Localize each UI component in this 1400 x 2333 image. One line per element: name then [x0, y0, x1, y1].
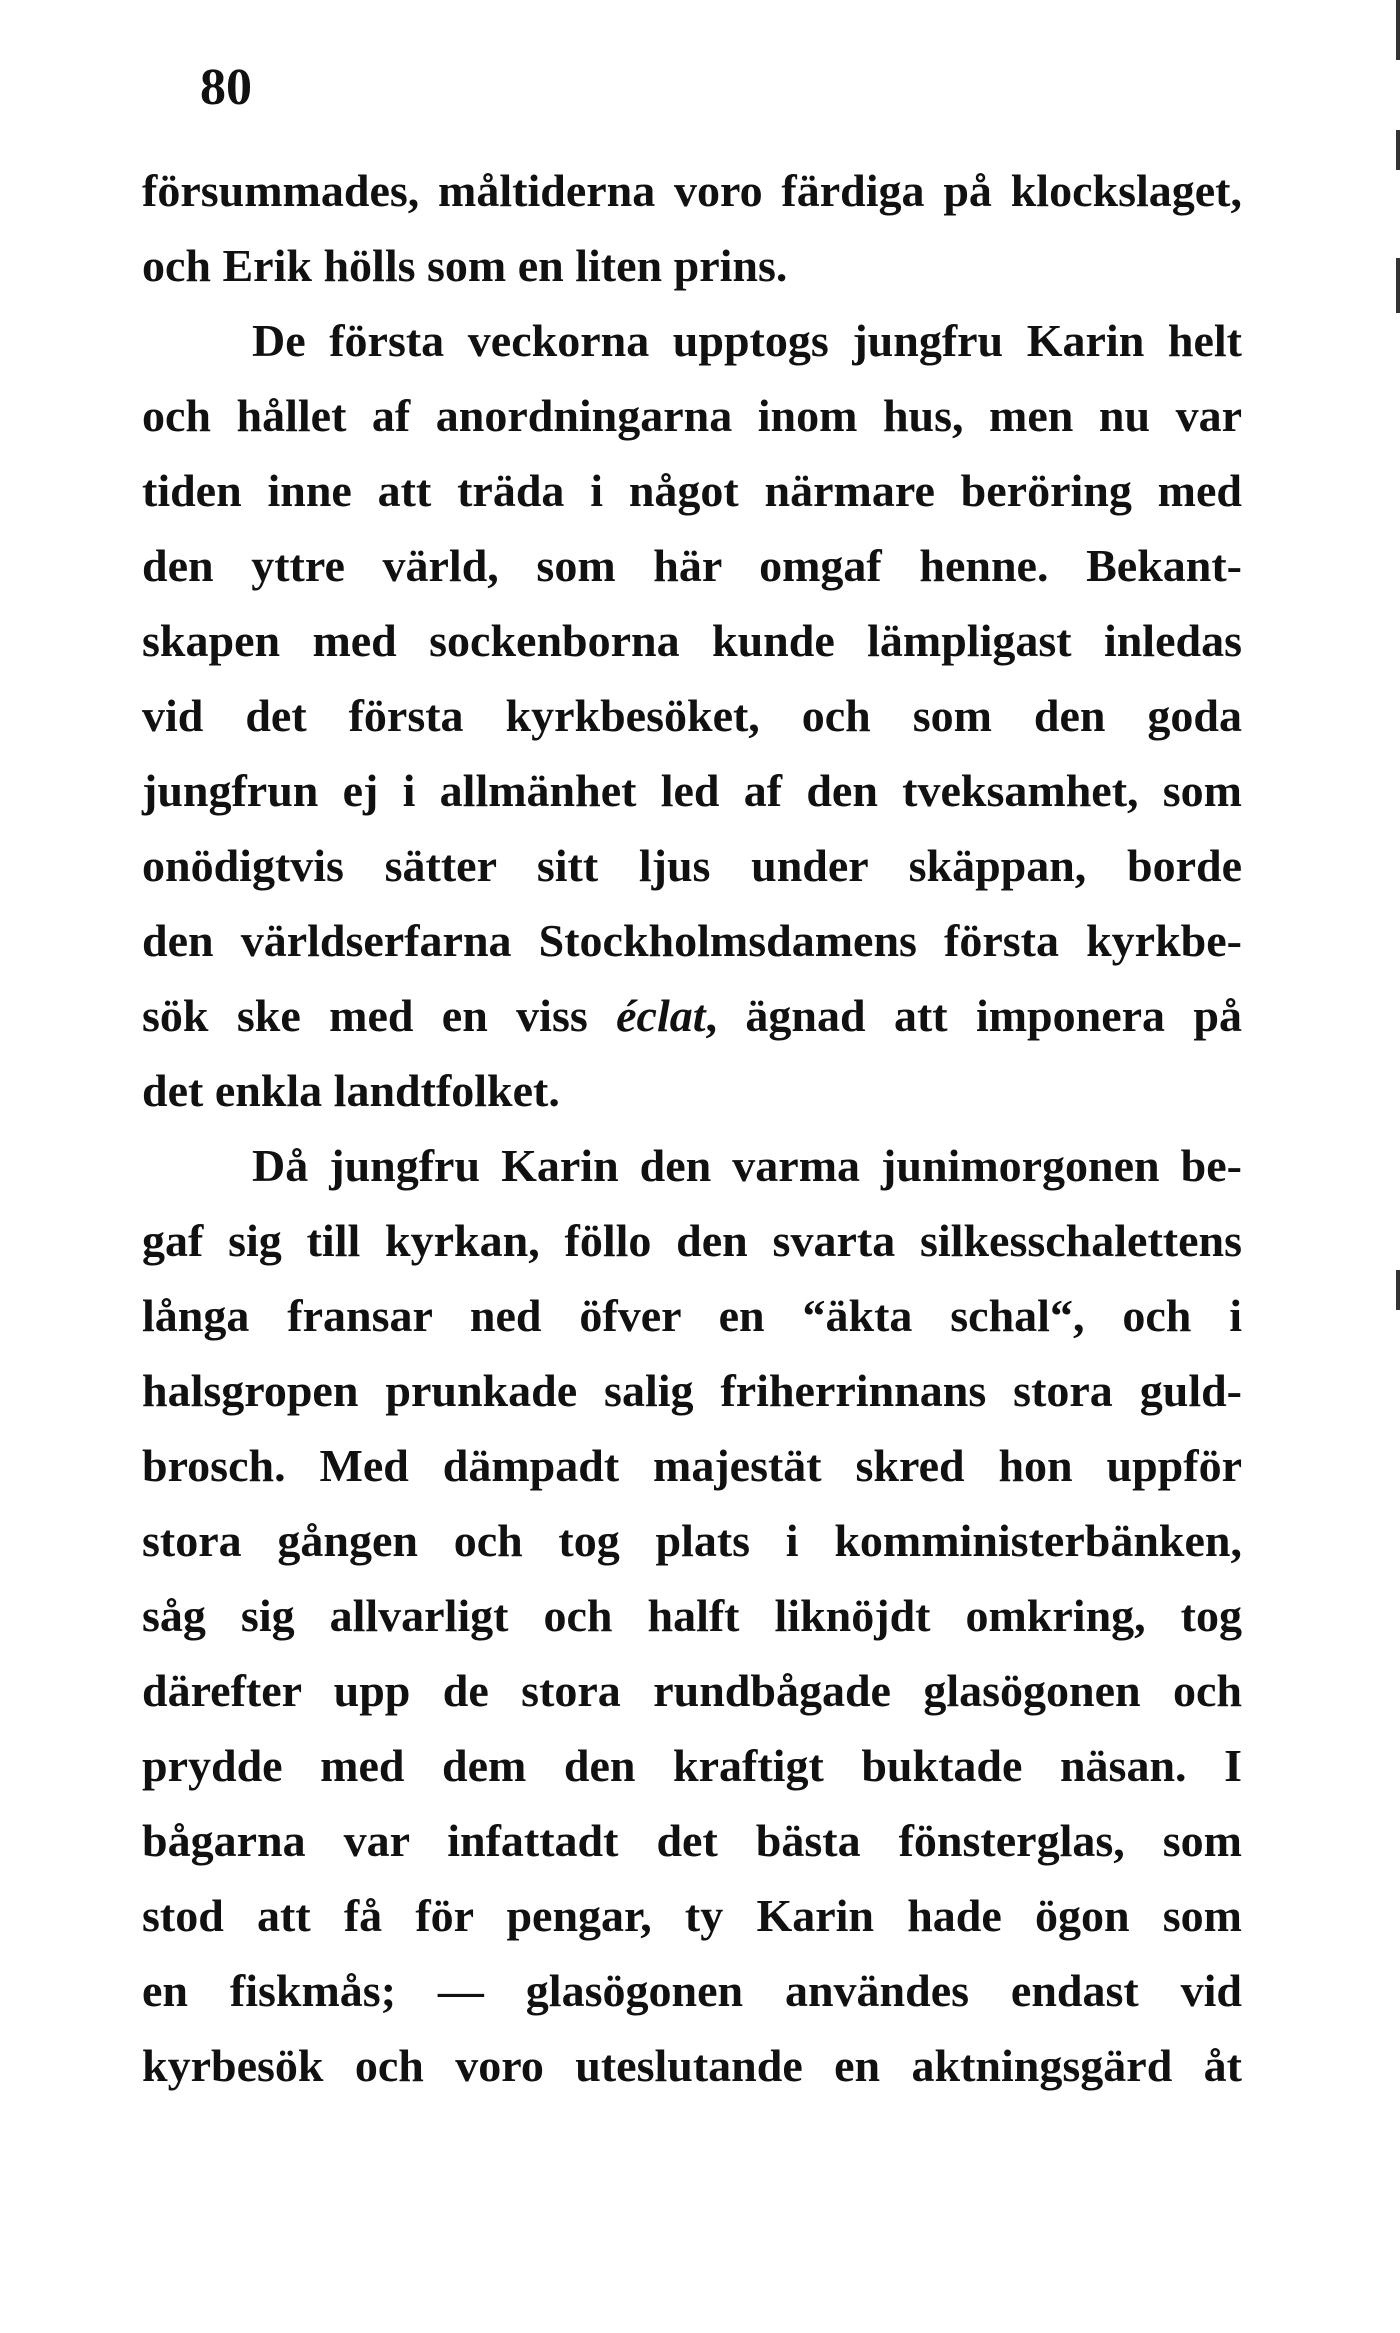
- text-line: långa fransar ned öfver en “äkta schal“, och i: [142, 1290, 1242, 1341]
- text-line: kyrbesök och voro uteslutande en aktningsgärd åt: [142, 2040, 1242, 2091]
- text-line: stora gången och tog plats i komministerbänken,: [142, 1515, 1242, 1566]
- text-line: brosch. Med dämpadt majestät skred hon uppför: [142, 1440, 1242, 1491]
- italic-word: éclat: [616, 990, 706, 1041]
- scan-edge-mark: [1396, 1270, 1400, 1310]
- text-line: det enkla landtfolket.: [142, 1065, 560, 1116]
- text-line: gaf sig till kyrkan, föllo den svarta silkesschalettens: [142, 1215, 1242, 1266]
- text-line: stod att få för pengar, ty Karin hade ögon som: [142, 1890, 1242, 1941]
- scan-edge-mark: [1396, 130, 1400, 170]
- page-number: 80: [200, 59, 252, 116]
- scan-edge-mark: [1396, 258, 1400, 313]
- text-line: och Erik hölls som en liten prins.: [142, 240, 788, 291]
- scan-edge-mark: [1396, 0, 1400, 60]
- text-segment: , ägnad att imponera på: [705, 990, 1243, 1041]
- text-line: [142, 978, 1242, 1053]
- text-line: den yttre värld, som här omgaf henne. Bekant-: [142, 540, 1242, 591]
- text-line: därefter upp de stora rundbågade glasögonen och: [142, 1665, 1242, 1716]
- text-line: halsgropen prunkade salig friherrinnans stora guld-: [142, 1365, 1242, 1416]
- text-segment: sök ske med en viss: [142, 990, 617, 1041]
- text-line: vid det första kyrkbesöket, och som den goda: [142, 690, 1242, 741]
- text-line: och hållet af anordningarna inom hus, men nu var: [142, 390, 1242, 441]
- body-text: [142, 153, 1242, 2103]
- text-line: tiden inne att träda i något närmare beröring med: [142, 465, 1242, 516]
- text-line: Då jungfru Karin den varma junimorgonen be-: [252, 1140, 1242, 1191]
- text-line: bågarna var infattadt det bästa fönsterglas, som: [142, 1815, 1242, 1866]
- text-line: De första veckorna upptogs jungfru Karin helt: [252, 315, 1242, 366]
- text-line: den världserfarna Stockholmsdamens första kyrkbe-: [142, 915, 1242, 966]
- text-line: prydde med dem den kraftigt buktade näsan. I: [142, 1740, 1242, 1791]
- text-line: en fiskmås; — glasögonen användes endast vid: [142, 1965, 1242, 2016]
- text-line: såg sig allvarligt och halft liknöjdt omkring, tog: [142, 1590, 1242, 1641]
- text-line: onödigtvis sätter sitt ljus under skäppan, borde: [142, 840, 1242, 891]
- text-line: försummades, måltiderna voro färdiga på klockslaget,: [142, 165, 1242, 216]
- text-line: jungfrun ej i allmänhet led af den tveksamhet, som: [142, 765, 1242, 816]
- text-line: skapen med sockenborna kunde lämpligast inledas: [142, 615, 1242, 666]
